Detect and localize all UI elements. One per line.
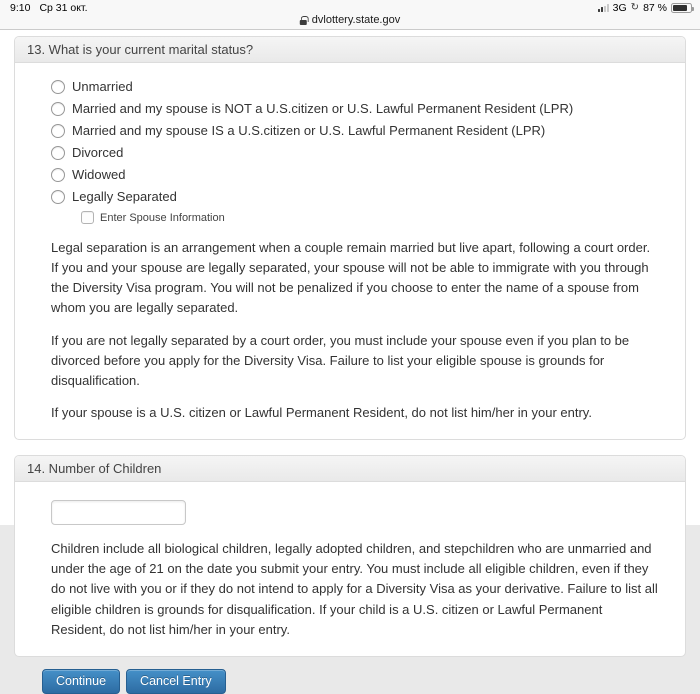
continue-button[interactable]: Continue [42, 669, 120, 694]
radio-legally-separated[interactable] [51, 190, 65, 204]
marital-option-unmarried [51, 79, 659, 94]
question-14-header [15, 456, 685, 482]
status-bar-right [598, 2, 692, 14]
radio-widowed[interactable] [51, 168, 65, 182]
marital-option-widowed [51, 167, 659, 182]
cellular-signal-icon [598, 4, 609, 12]
status-date: Ср 31 окт. [39, 2, 88, 14]
include-spouse-paragraph: If you are not legally separated by a court order, you must include your spouse even if you plan to be divorced before you apply for the Diversity Visa. Failure to list your eligible spouse is grounds for disqualification. [51, 332, 630, 388]
battery-percent-label: 87 % [643, 2, 667, 14]
form-page [0, 30, 700, 694]
radio-married-not-us[interactable] [51, 102, 65, 116]
radio-married-not-us-label[interactable]: Married and my spouse is NOT a U.S.citizen or U.S. Lawful Permanent Resident (LPR) [72, 101, 574, 116]
browser-chrome [0, 0, 700, 30]
radio-divorced[interactable] [51, 146, 65, 160]
orientation-lock-icon: ↻ [630, 2, 640, 13]
url-text: dvlottery.state.gov [311, 14, 401, 26]
question-14-title: 14. Number of Children [27, 461, 162, 477]
enter-spouse-info-label[interactable]: Enter Spouse Information [100, 211, 225, 224]
question-14-panel [14, 455, 686, 657]
radio-married-us[interactable] [51, 124, 65, 138]
status-bar-left [10, 2, 88, 14]
radio-divorced-label[interactable]: Divorced [72, 145, 124, 160]
marital-option-married-us [51, 123, 659, 138]
marital-option-married-not-us [51, 101, 659, 116]
number-of-children-input[interactable] [51, 500, 186, 525]
radio-widowed-label[interactable]: Widowed [72, 167, 126, 182]
us-spouse-paragraph: If your spouse is a U.S. citizen or Lawful Permanent Resident, do not list him/her in your entry. [51, 404, 592, 420]
network-type-label: 3G [612, 2, 627, 14]
status-time: 9:10 [10, 2, 31, 14]
form-actions [42, 669, 686, 694]
enter-spouse-info-checkbox[interactable] [81, 211, 94, 224]
address-bar[interactable] [300, 14, 400, 26]
https-lock-icon [300, 20, 307, 25]
spouse-info-checkbox-row [81, 211, 659, 224]
radio-unmarried-label[interactable]: Unmarried [72, 79, 133, 94]
marital-option-legally-separated [51, 189, 659, 204]
question-14-body [15, 482, 685, 656]
legal-separation-paragraph: Legal separation is an arrangement when a couple remain married but live apart, following a court order. If you and your spouse are legally separated, your spouse will not be able to immigrate with you through the Diversity Visa program. You will not be penalized if you choose to enter the name of a spouse from whom you are legally separated. [51, 240, 651, 316]
children-eligibility-paragraph: Children include all biological children, legally adopted children, and stepchildren who are unmarried and under the age of 21 on the date you submit your entry. You must include all eligible children, even if they do not live with you or if they do not intend to apply for a Diversity Visa as your derivative. Failure to list all eligible children is grounds for disqualification. If your child is a U.S. citizen or Lawful Permanent Resident, do not list him/her in your entry. [51, 541, 658, 637]
question-13-title: 13. What is your current marital status? [27, 42, 254, 57]
battery-icon [671, 3, 692, 13]
question-13-panel [14, 36, 686, 440]
question-13-body [15, 63, 685, 439]
radio-married-us-label[interactable]: Married and my spouse IS a U.S.citizen or U.S. Lawful Permanent Resident (LPR) [72, 123, 546, 138]
radio-unmarried[interactable] [51, 80, 65, 94]
question-13-header [15, 37, 685, 63]
cancel-entry-button[interactable]: Cancel Entry [126, 669, 226, 694]
radio-legally-separated-label[interactable]: Legally Separated [72, 189, 177, 204]
marital-option-divorced [51, 145, 659, 160]
